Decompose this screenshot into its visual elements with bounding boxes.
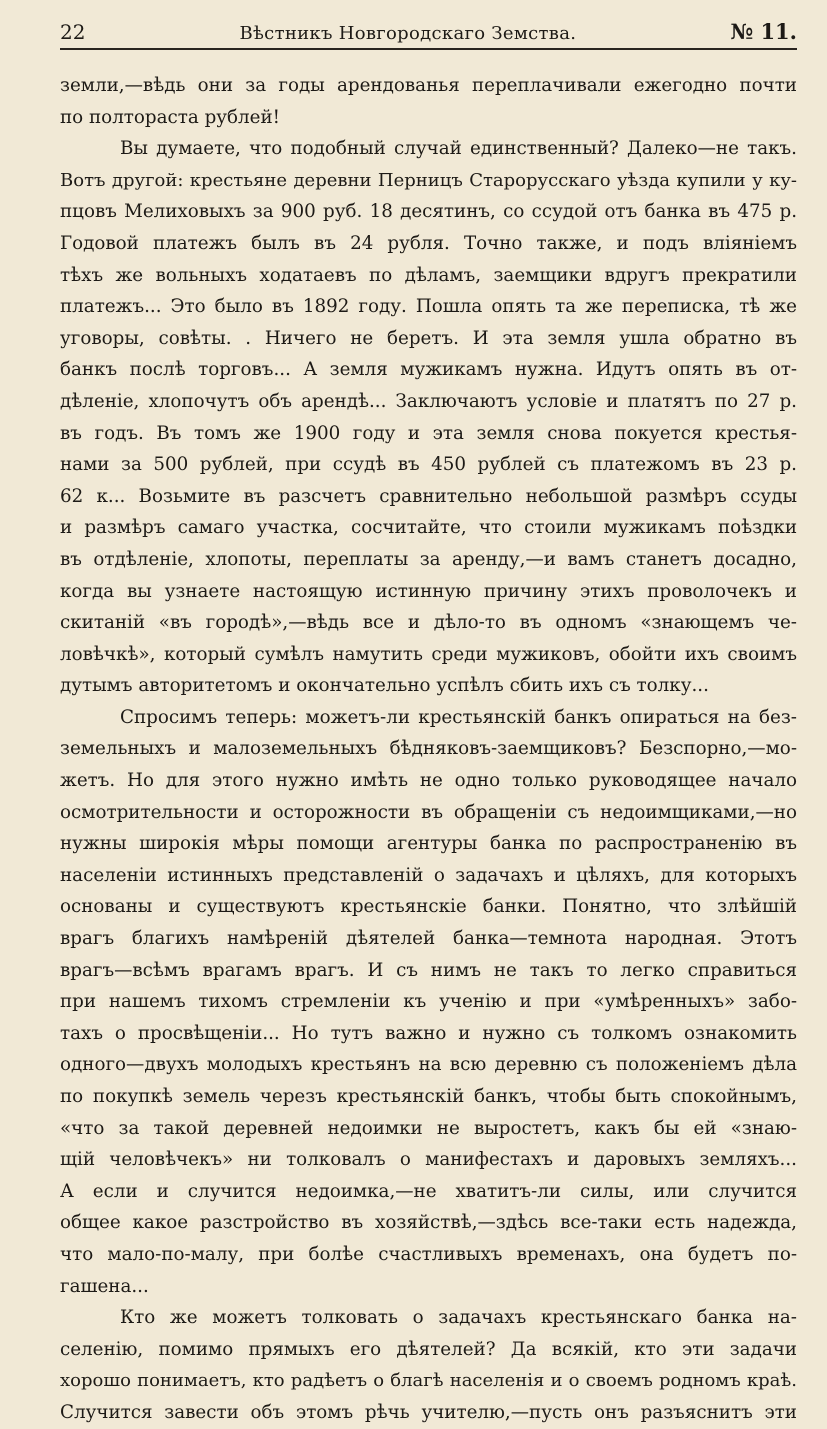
text-line: щій человѣчекъ» ни толковалъ о манифестахъ и даровыхъ земляхъ... [60, 1149, 797, 1171]
text-line: 62 к... Возьмите въ разсчетъ сравнительно небольшой размѣръ ссуды [60, 485, 797, 507]
text-line: земельныхъ и малоземельныхъ бѣдняковъ-заемщиковъ? Безспорно,—мо- [60, 738, 797, 760]
text-line: въ отдѣленіе, хлопоты, переплаты за аренду,—и вамъ станетъ досадно, [60, 548, 797, 570]
text-line: земли,—вѣдь они за годы арендованья переплачивали ежегодно почти [60, 75, 797, 96]
text-line: по покупкѣ земель черезъ крестьянскій банкъ, чтобы быть спокойнымъ, [60, 1086, 797, 1107]
text-line: въ годъ. Въ томъ же 1900 году и эта земля снова покуется крестья- [60, 422, 797, 444]
text-line: при нашемъ тихомъ стремленіи къ ученію и при «умѣренныхъ» забо- [60, 991, 797, 1013]
text-line: что мало-по-малу, при болѣе счастливыхъ временахъ, она будетъ по- [60, 1243, 797, 1265]
text-line: одного—двухъ молодыхъ крестьянъ на всю деревню съ положеніемъ дѣла [60, 1054, 797, 1076]
text-line: нами за 500 рублей, при ссудѣ въ 450 рублей съ платежомъ въ 23 р. [60, 454, 797, 476]
text-line: пцовъ Мелиховыхъ за 900 руб. 18 десятинъ, со ссудой отъ банка въ 475 р. [60, 201, 797, 223]
text-line: гашена... [60, 1275, 149, 1297]
text-line: ловѣчкѣ», который сумѣлъ намутить среди мужиковъ, обойти ихъ своимъ [60, 643, 797, 665]
text-line: и размѣръ самаго участка, сосчитайте, что стоили мужикамъ поѣздки [60, 517, 797, 539]
text-line: Вы думаете, что подобный случай единственный? Далеко—не такъ. [120, 138, 797, 160]
page-number: 22 [60, 20, 86, 44]
text-line: общее какое разстройство въ хозяйствѣ,—здѣсь все-таки есть надежда, [60, 1212, 797, 1234]
text-line: врагъ—всѣмъ врагамъ врагъ. И съ нимъ не такъ то легко справиться [60, 959, 797, 981]
text-line: банкъ послѣ торговъ... А земля мужикамъ нужна. Идутъ опять въ от- [60, 359, 797, 381]
text-line: Спросимъ теперь: можетъ-ли крестьянскій банкъ опираться на без- [120, 706, 797, 728]
text-line: дутымъ авторитетомъ и окончательно успѣлъ сбить ихъ съ толку... [60, 675, 709, 697]
text-line: населеніи истинныхъ представленій о задачахъ и цѣляхъ, для которыхъ [60, 864, 797, 886]
text-line: тахъ о просвѣщеніи... Но тутъ важно и нужно съ толкомъ ознакомить [60, 1022, 797, 1044]
text-line: уговоры, совѣты. . Ничего не беретъ. И эта земля ушла обратно въ [60, 327, 797, 349]
issue-number: № 11. [730, 19, 797, 44]
text-line: платежъ... Это было въ 1892 году. Пошла опять та же переписка, тѣ же [60, 296, 797, 318]
text-line: хорошо понимаетъ, кто радѣетъ о благѣ населенія и о своемъ родномъ краѣ. [60, 1370, 797, 1392]
text-line: врагъ благихъ намѣреній дѣятелей банка—темнота народная. Этотъ [60, 928, 797, 950]
text-line: по полтораста рублей! [60, 106, 281, 128]
journal-title: Вѣстникъ Новгородскаго Земства. [239, 23, 577, 44]
text-line: селенію, помимо прямыхъ его дѣятелей? Да всякій, кто эти задачи [60, 1338, 797, 1360]
text-line: жетъ. Но для этого нужно имѣть не одно только руководящее начало [60, 770, 797, 792]
text-line: дѣленіе, хлопочутъ объ арендѣ... Заключаютъ условіе и платятъ по 27 р. [60, 390, 797, 412]
text-line: Годовой платежъ былъ въ 24 рубля. Точно также, и подъ вліяніемъ [60, 232, 797, 254]
text-line: основаны и существуютъ крестьянскіе банки. Понятно, что злѣйшій [60, 896, 797, 918]
text-line: Вотъ другой: крестьяне деревни Перницъ Старорусскаго уѣзда купили у ку- [60, 169, 797, 191]
text-line: Случится завести объ этомъ рѣчь учителю,—пусть онъ разъяснитъ эти [60, 1401, 797, 1423]
text-line: нужны широкія мѣры помощи агентуры банка по распространенію въ [60, 833, 797, 855]
text-line: когда вы узнаете настоящую истинную причину этихъ проволочекъ и [60, 580, 797, 602]
running-header [60, 16, 797, 50]
text-line: осмотрительности и осторожности въ обращеніи съ недоимщиками,—но [60, 801, 797, 823]
text-line: тѣхъ же вольныхъ ходатаевъ по дѣламъ, заемщики вдругъ прекратили [60, 264, 797, 286]
text-line: Кто же можетъ толковать о задачахъ крестьянскаго банка на- [120, 1307, 797, 1329]
article-body [60, 70, 797, 1429]
text-line: скитаній «въ городѣ»,—вѣдь все и дѣло-то въ одномъ «знающемъ че- [60, 612, 797, 634]
text-line: «что за такой деревней недоимки не выростетъ, какъ бы ей «знаю- [60, 1117, 797, 1139]
text-line: А если и случится недоимка,—не хватитъ-ли силы, или случится [60, 1180, 797, 1202]
